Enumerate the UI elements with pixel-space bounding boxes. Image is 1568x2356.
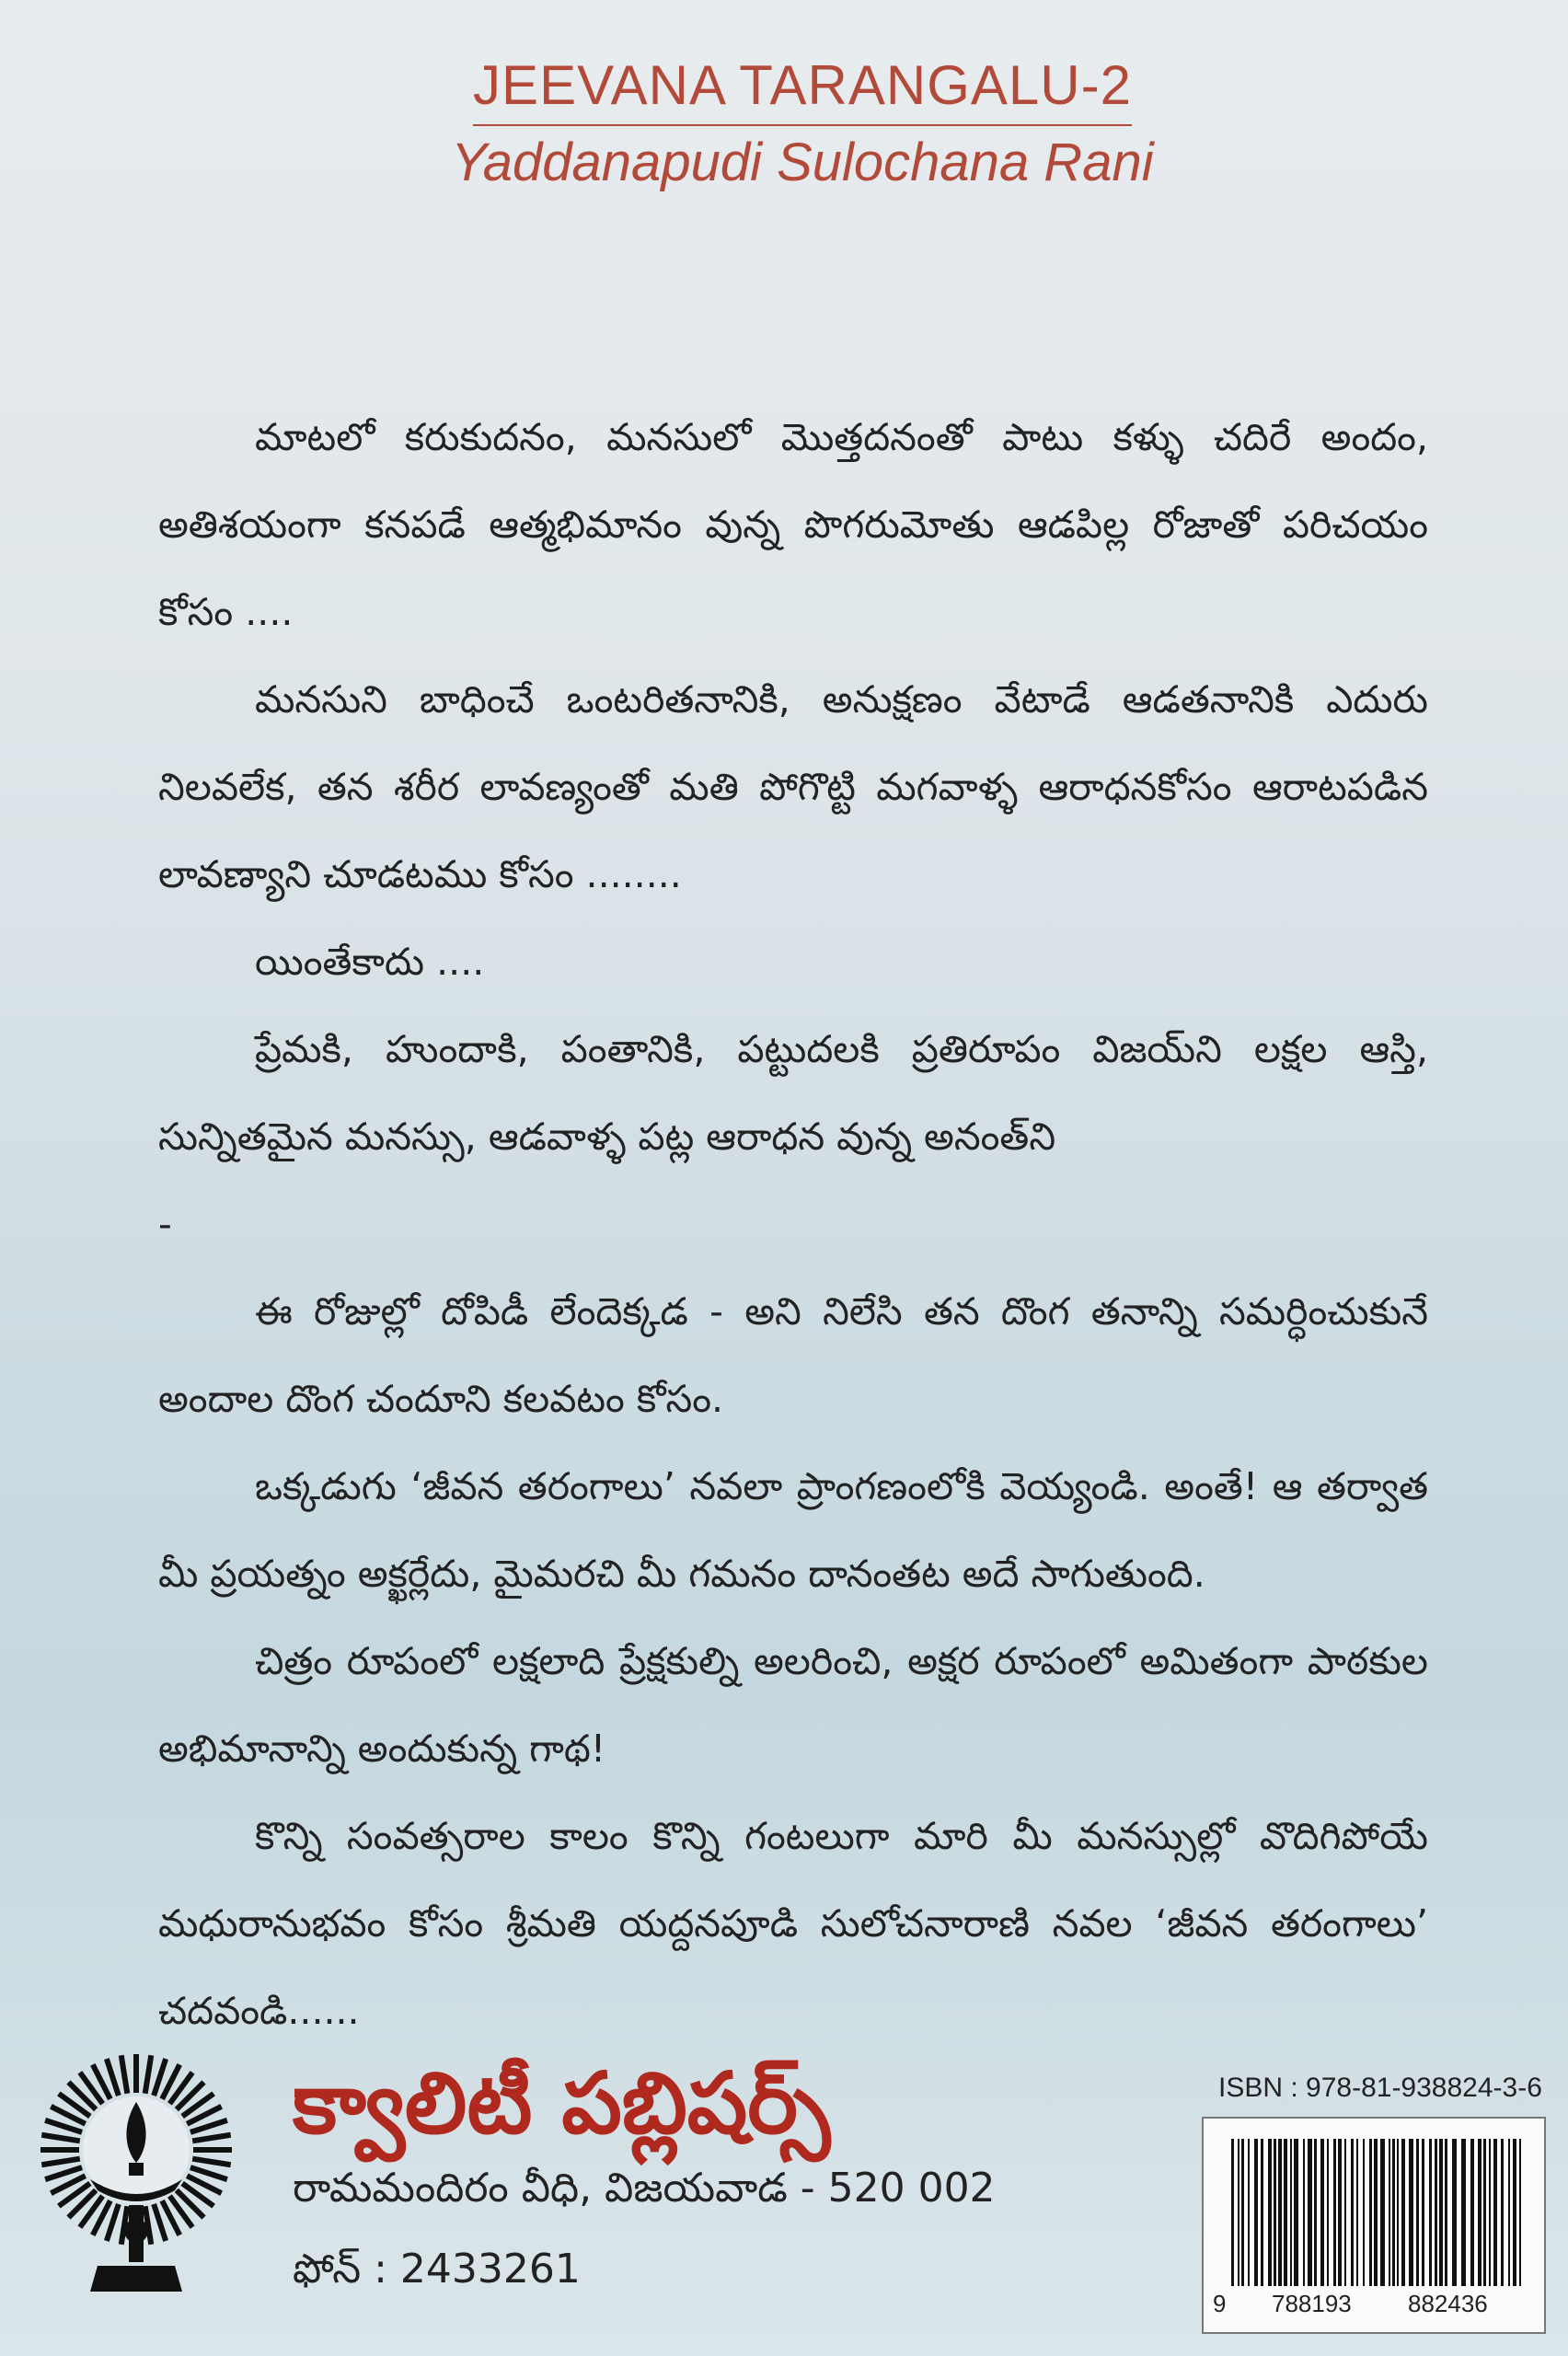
book-title: JEEVANA TARANGALU-2	[473, 53, 1132, 126]
blurb	[158, 394, 1428, 2055]
lamp-icon	[33, 2041, 239, 2301]
isbn-number: ISBN : 978-81-938824-3-6	[1218, 2073, 1542, 2103]
barcode-digit-group-1: 788193	[1272, 2290, 1352, 2317]
blurb-paragraph: ఒక్కడుగు ‘జీవన తరంగాలు’ నవలా ప్రాంగణంలోకి వెయ్యండి. అంతే! ఆ తర్వాత మీ ప్రయత్నం అక్ఖర్లేదు, మైమరచి మీ గమనం దానంతట అదే సాగుతుంది.	[158, 1464, 1428, 1596]
publisher-address: రామమందిరం వీధి, విజయవాడ - 520 002	[293, 2165, 996, 2212]
barcode-digit-group-2: 882436	[1408, 2290, 1488, 2317]
blurb-paragraph: మాటలో కరుకుదనం, మనసులో మొత్తదనంతో పాటు కళ్ళు చదిరే అందం, అతిశయంగా కనపడే ఆత్మభిమానం వున్న పొగరుమోతు ఆడపిల్ల రోజాతో పరిచయం కోసం ....	[158, 415, 1428, 634]
blurb-paragraph: యింతేకాదు ....	[255, 940, 485, 984]
publisher-name: క్వాలిటీ పబ్లిషర్స్	[293, 2054, 831, 2153]
blurb-paragraph: ప్రేమకి, హుందాకి, పంతానికి, పట్టుదలకి ప్రతిరూపం విజయ్‌ని లక్షల ఆస్తి, సున్నితమైన మనస్సు, ఆడవాళ్ళ పట్ల ఆరాధన వున్న అనంత్‌ని	[158, 1027, 1428, 1159]
barcode	[1202, 2117, 1546, 2334]
publisher-phone: ఫోన్ : 2433261	[293, 2246, 581, 2292]
blurb-paragraph: కొన్ని సంవత్సరాల కాలం కొన్ని గంటలుగా మారి మీ మనస్సుల్లో వొదిగిపోయే మధురానుభవం కోసం శ్రీమతి యద్దనపూడి సులోచనారాణి నవల ‘జీవన తరంగాలు’ చదవండి......	[158, 1814, 1428, 2033]
blurb-dash: -	[158, 1202, 172, 1246]
header	[0, 53, 1568, 193]
barcode-bars	[1204, 2119, 1544, 2293]
book-author: Yaddanapudi Sulochana Rani	[451, 133, 1154, 192]
blurb-paragraph: ఈ రోజుల్లో దోపిడీ లేందెక్కడ - అని నిలేసి తన దొంగ తనాన్ని సమర్ధించుకునే అందాల దొంగ చందూని కలవటం కోసం.	[158, 1289, 1428, 1421]
blurb-paragraph: మనసుని బాధించే ఒంటరితనానికి, అనుక్షణం వేటాడే ఆడతనానికి ఎదురు నిలవలేక, తన శరీర లావణ్యంతో మతి పోగొట్టి మగవాళ్ళ ఆరాధనకోసం ఆరాటపడిన లావణ్యాని చూడటము కోసం ........	[158, 677, 1428, 896]
blurb-paragraph: చిత్రం రూపంలో లక్షలాది ప్రేక్షకుల్ని అలరించి, అక్షర రూపంలో అమితంగా పాఠకుల అభిమానాన్ని అందుకున్న గాథ!	[158, 1639, 1428, 1771]
barcode-digit-lead: 9	[1213, 2290, 1227, 2317]
